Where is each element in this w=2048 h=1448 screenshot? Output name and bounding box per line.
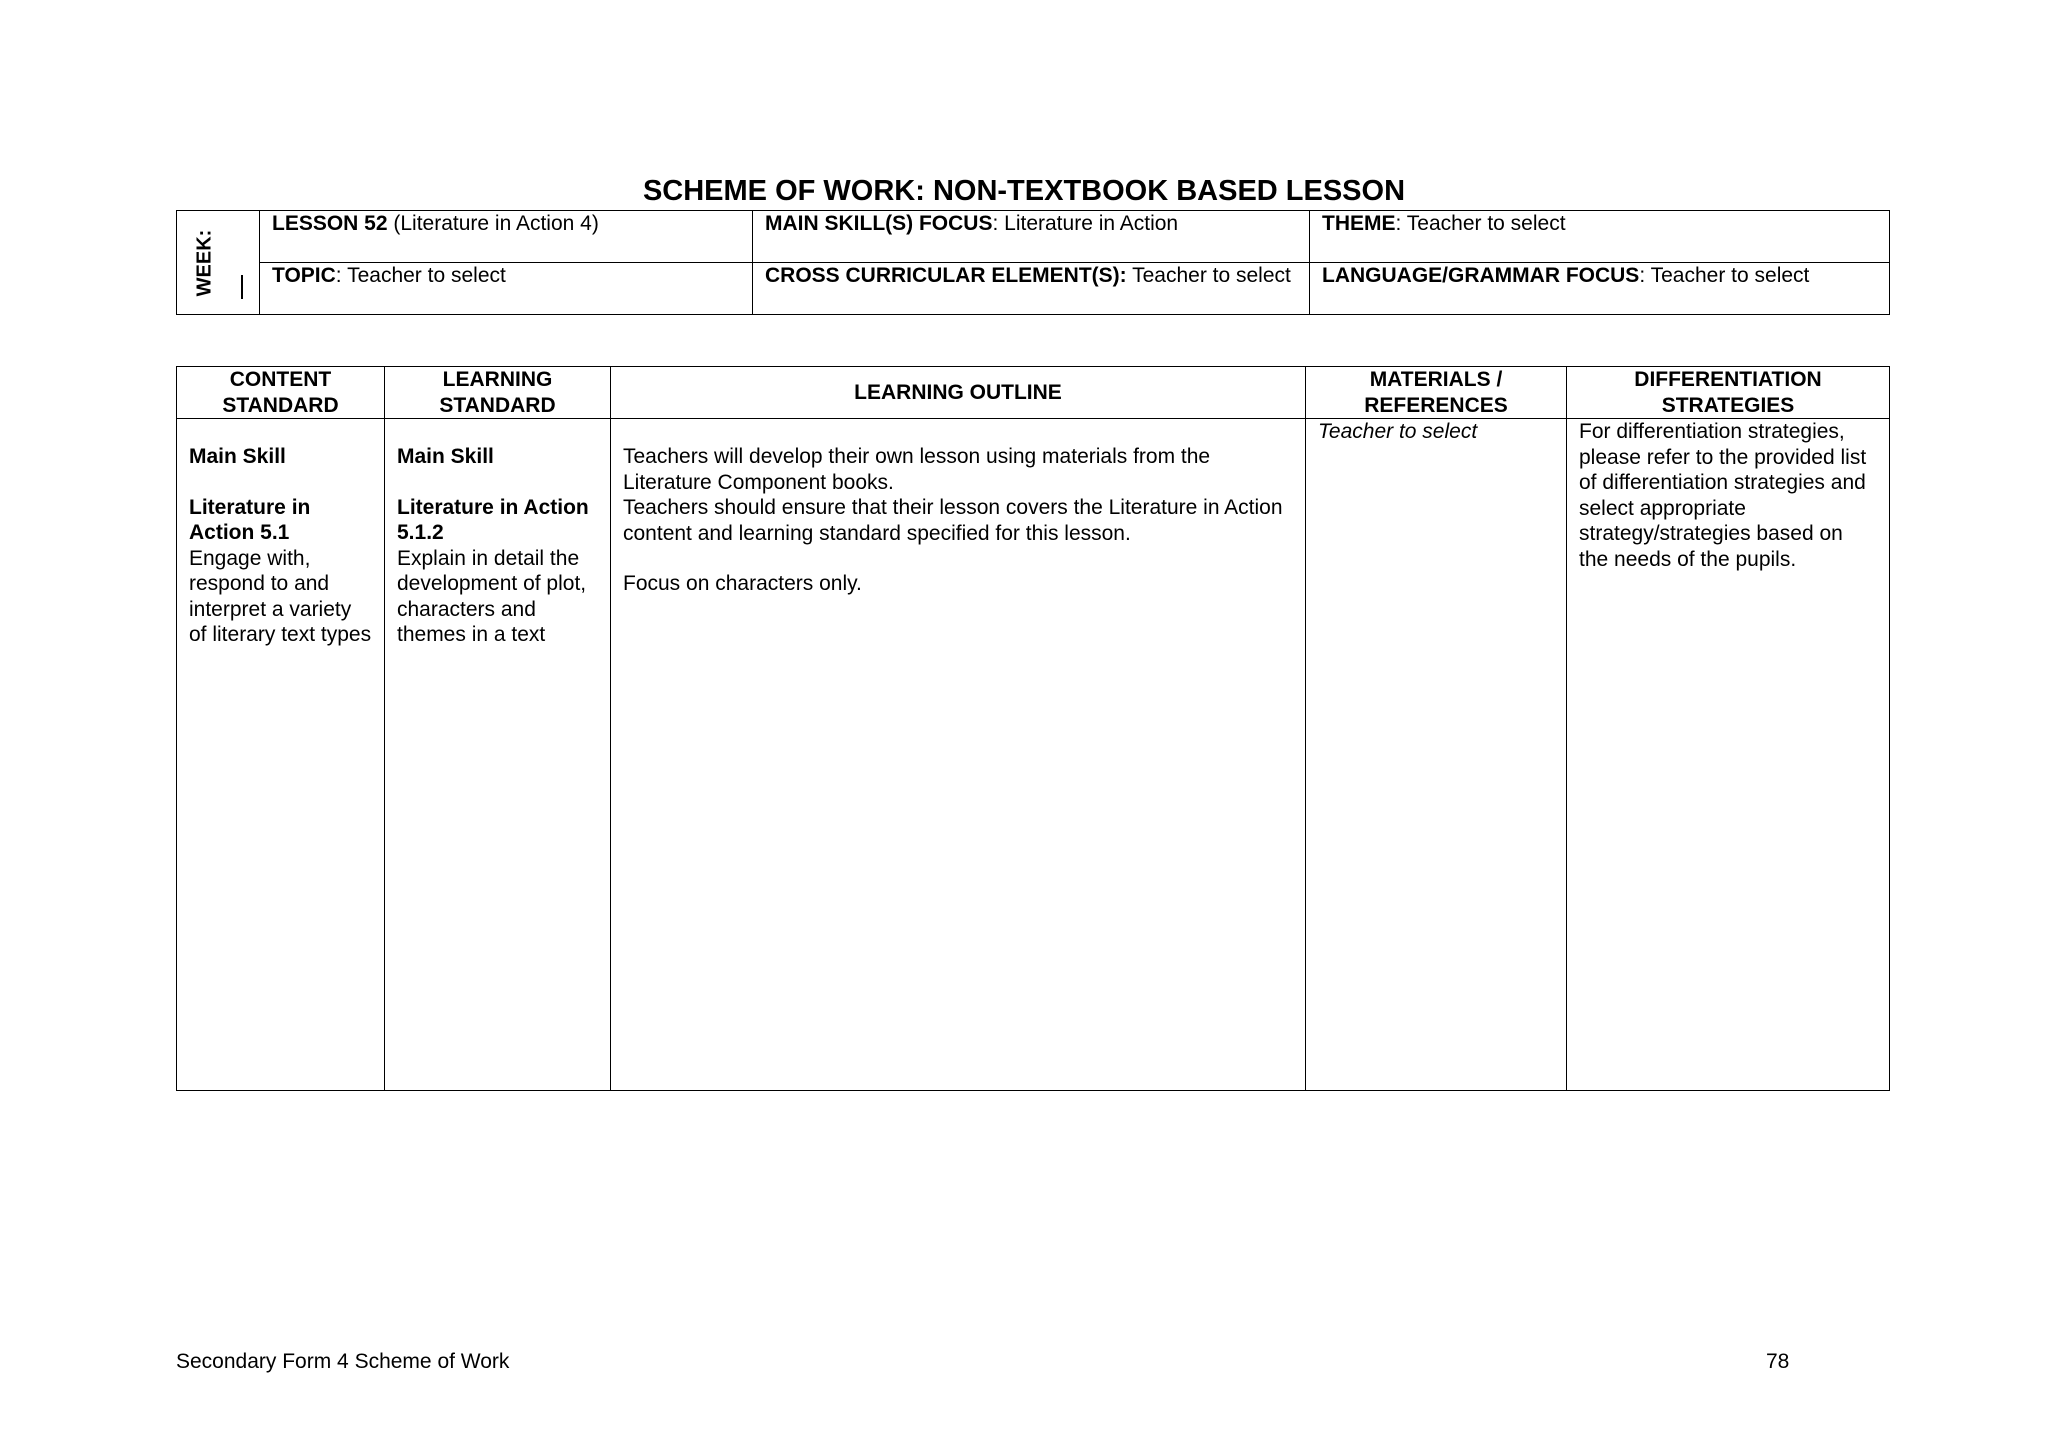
lesson-value: (Literature in Action 4) (387, 212, 599, 235)
footer-document-title: Secondary Form 4 Scheme of Work (176, 1350, 510, 1373)
topic-cell (260, 263, 753, 315)
outline-paragraph-3: Focus on characters only. (623, 572, 862, 595)
content-standard-code: Literature in Action 5.1 (189, 495, 311, 544)
topic-label: TOPIC (272, 264, 336, 287)
week-cell (177, 211, 260, 315)
learning-main-skill: Main Skill (397, 445, 494, 468)
theme-value: : Teacher to select (1395, 212, 1566, 235)
week-entry-line (241, 275, 243, 299)
language-grammar-value: : Teacher to select (1639, 264, 1810, 287)
learning-standard-header: LEARNING STANDARD (385, 367, 611, 419)
header-row-1 (177, 211, 1890, 263)
differentiation-cell (1567, 419, 1890, 1091)
main-skill-value: : Literature in Action (992, 212, 1179, 235)
lesson-header-table (176, 210, 1890, 315)
week-label: WEEK: (193, 229, 216, 297)
column-header-row (177, 367, 1890, 419)
content-standard-header: CONTENT STANDARD (177, 367, 385, 419)
topic-value: : Teacher to select (335, 264, 506, 287)
cross-curricular-value: Teacher to select (1126, 264, 1291, 287)
page-title: SCHEME OF WORK: NON-TEXTBOOK BASED LESSON (642, 175, 1406, 207)
content-main-skill: Main Skill (189, 445, 286, 468)
learning-outline-cell (611, 419, 1306, 1091)
lesson-content-row (177, 419, 1890, 1091)
main-skill-cell (753, 211, 1310, 263)
theme-label: THEME (1322, 212, 1396, 235)
content-standard-description: Engage with, respond to and interpret a variety of literary text types (189, 546, 372, 646)
learning-standard-cell (385, 419, 611, 1091)
materials-text: Teacher to select (1318, 420, 1478, 443)
materials-cell (1306, 419, 1567, 1091)
materials-header: MATERIALS / REFERENCES (1306, 367, 1567, 419)
learning-outline-header: LEARNING OUTLINE (611, 367, 1306, 419)
lesson-cell (260, 211, 753, 263)
theme-cell (1310, 211, 1890, 263)
cross-curricular-label: CROSS CURRICULAR ELEMENT(S): (765, 264, 1127, 287)
content-standard-cell (177, 419, 385, 1091)
differentiation-text: For differentiation strategies, please refer to the provided list of differentiation strategies and select appropriate strategy/strategies based on the needs of the pupils. (1579, 420, 1867, 571)
learning-standard-description: Explain in detail the development of plot, characters and themes in a text (397, 546, 587, 646)
lesson-plan-table (176, 366, 1890, 1091)
page-number: 78 (1766, 1350, 1790, 1373)
learning-standard-code: Literature in Action 5.1.2 (397, 495, 589, 544)
outline-paragraph-1: Teachers will develop their own lesson using materials from the Literature Component books. (623, 445, 1211, 494)
main-skill-label: MAIN SKILL(S) FOCUS (765, 212, 993, 235)
lesson-label: LESSON 52 (272, 212, 388, 235)
cross-curricular-cell (753, 263, 1310, 315)
header-row-2 (177, 263, 1890, 315)
language-grammar-label: LANGUAGE/GRAMMAR FOCUS (1322, 264, 1640, 287)
outline-paragraph-2: Teachers should ensure that their lesson covers the Literature in Action content and learning standard specified for this lesson. (623, 496, 1283, 545)
language-grammar-cell (1310, 263, 1890, 315)
differentiation-header: DIFFERENTIATION STRATEGIES (1567, 367, 1890, 419)
